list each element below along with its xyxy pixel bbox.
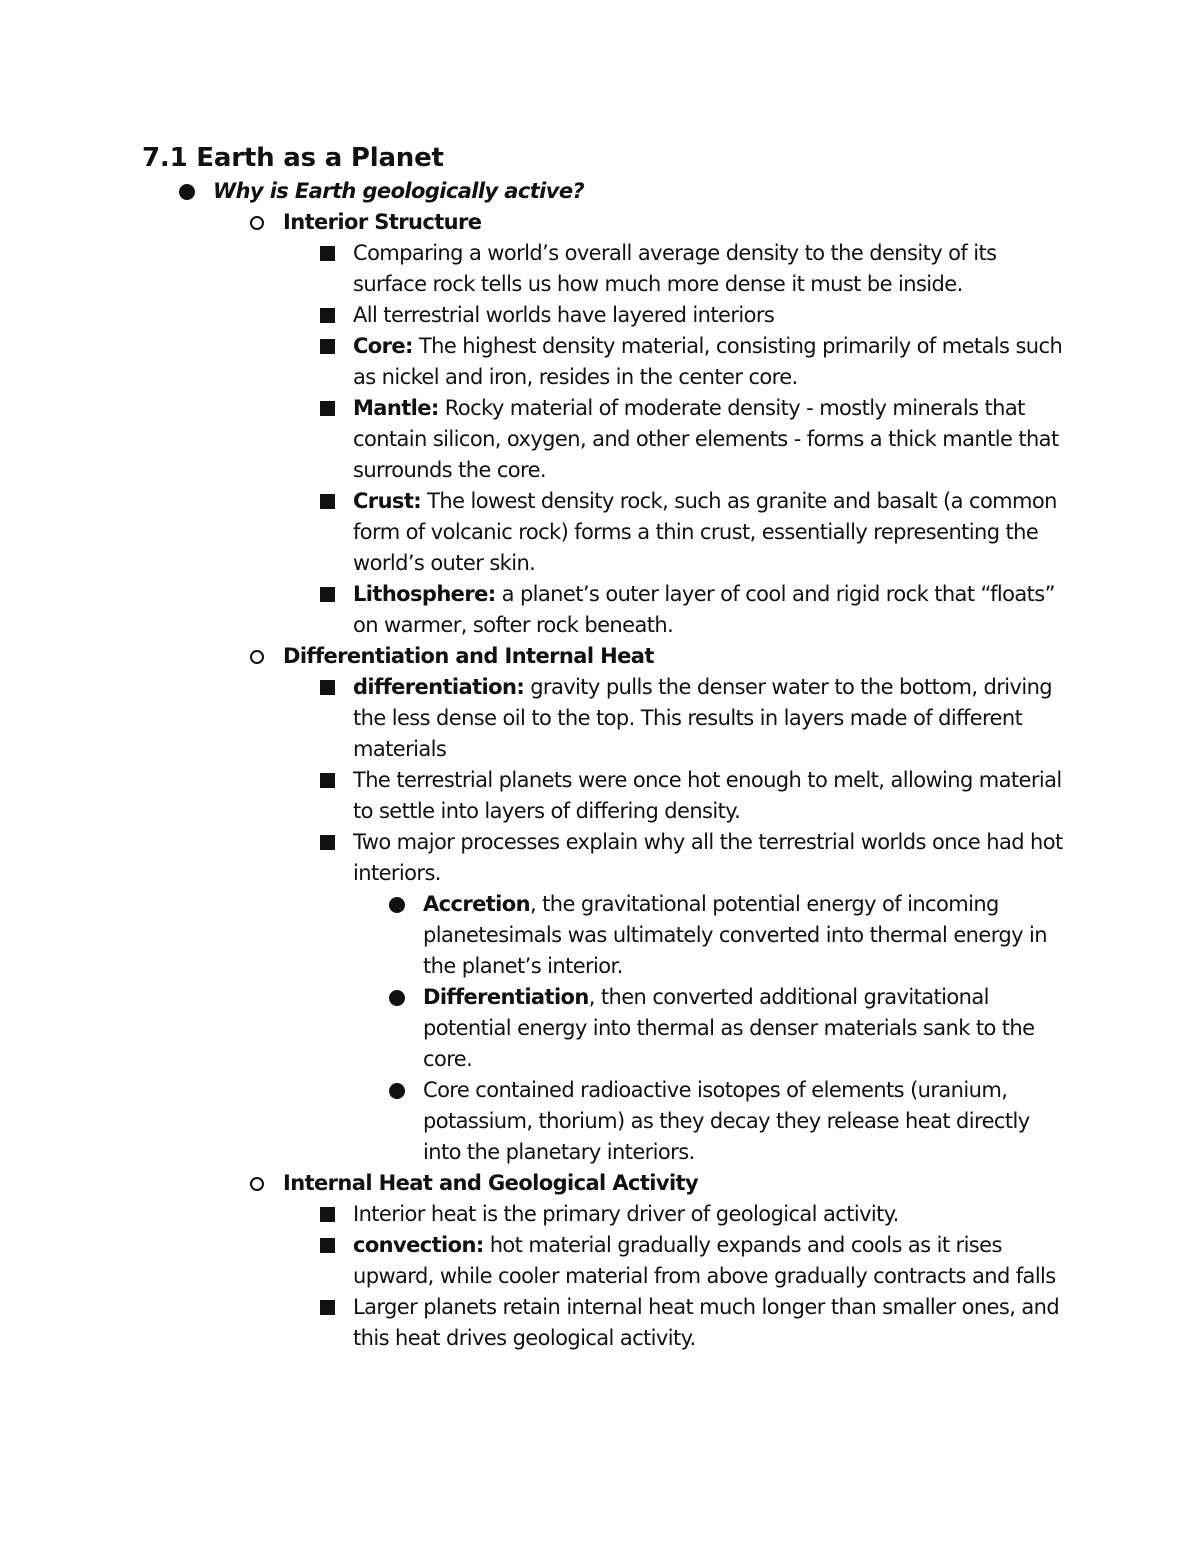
list-item-differentiation — [0, 672, 1073, 765]
list-item — [0, 238, 1073, 300]
item-term: Lithosphere: — [353, 582, 496, 606]
item-term: convection: — [353, 1233, 484, 1257]
sub-list-item-radioactive — [0, 1075, 1073, 1168]
section-heading-interior-structure — [0, 207, 1073, 238]
square-bullet-icon — [317, 1292, 337, 1323]
item-text: Interior heat is the primary driver of geological activity. — [353, 1202, 899, 1226]
section-heading-differentiation — [0, 641, 1073, 672]
sub-list-item-accretion — [0, 889, 1073, 982]
square-bullet-icon — [317, 827, 337, 858]
item-term: Mantle: — [353, 396, 439, 420]
square-bullet-icon — [317, 1230, 337, 1261]
list-item — [0, 300, 1073, 331]
square-bullet-icon — [317, 331, 337, 362]
item-text: gravity pulls the denser water to the bottom, driving the less dense oil to the top. This results in layers made of different materials — [353, 675, 1053, 761]
square-bullet-icon — [317, 579, 337, 610]
item-text: Rocky material of moderate density - mostly minerals that contain silicon, oxygen, and other elements - forms a thick mantle that surrounds the core. — [353, 396, 1059, 482]
section-heading-text: Internal Heat and Geological Activity — [283, 1171, 699, 1195]
section-heading-text: Interior Structure — [283, 210, 482, 234]
item-text: , then converted additional gravitational potential energy into thermal as denser materials sank to the core. — [423, 985, 1035, 1071]
item-term: Crust: — [353, 489, 422, 513]
item-text: , the gravitational potential energy of incoming planetesimals was ultimately converted into thermal energy in the planet’s interior. — [423, 892, 1047, 978]
item-text: Comparing a world’s overall average density to the density of its surface rock tells us how much more dense it must be inside. — [353, 241, 997, 296]
list-item-core — [0, 331, 1073, 393]
item-term: Differentiation — [423, 985, 589, 1009]
square-bullet-icon — [317, 672, 337, 703]
square-bullet-icon — [317, 486, 337, 517]
hollow-circle-bullet-icon — [247, 207, 267, 238]
page-title: 7.1 Earth as a Planet — [142, 143, 444, 173]
sub-list-item-differentiation — [0, 982, 1073, 1075]
list-item-convection — [0, 1230, 1073, 1292]
filled-circle-bullet-icon — [387, 982, 407, 1013]
list-item — [0, 765, 1073, 827]
filled-circle-bullet-icon — [177, 176, 197, 207]
item-term: differentiation: — [353, 675, 525, 699]
item-text: a planet’s outer layer of cool and rigid rock that “floats” on warmer, softer rock beneath. — [353, 582, 1055, 637]
square-bullet-icon — [317, 393, 337, 424]
list-item — [0, 1292, 1073, 1354]
item-text: The highest density material, consisting primarily of metals such as nickel and iron, resides in the center core. — [353, 334, 1063, 389]
item-term: Accretion — [423, 892, 530, 916]
square-bullet-icon — [317, 1199, 337, 1230]
list-item — [0, 827, 1073, 889]
section-heading-text: Differentiation and Internal Heat — [283, 644, 654, 668]
list-item-crust — [0, 486, 1073, 579]
list-item-mantle — [0, 393, 1073, 486]
item-text: The terrestrial planets were once hot enough to melt, allowing material to settle into layers of differing density. — [353, 768, 1062, 823]
item-text: The lowest density rock, such as granite and basalt (a common form of volcanic rock) forms a thin crust, essentially representing the world’s outer skin. — [353, 489, 1057, 575]
item-text: Two major processes explain why all the terrestrial worlds once had hot interiors. — [353, 830, 1063, 885]
outline-list — [0, 176, 1200, 1354]
question-text: Why is Earth geologically active? — [213, 179, 585, 203]
item-text: Larger planets retain internal heat much longer than smaller ones, and this heat drives geological activity. — [353, 1295, 1060, 1350]
item-text: hot material gradually expands and cools as it rises upward, while cooler material from above gradually contracts and falls — [353, 1233, 1056, 1288]
filled-circle-bullet-icon — [387, 889, 407, 920]
item-text: All terrestrial worlds have layered interiors — [353, 303, 775, 327]
list-item-lithosphere — [0, 579, 1073, 641]
item-term: Core: — [353, 334, 413, 358]
item-text: Core contained radioactive isotopes of elements (uranium, potassium, thorium) as they decay they release heat directly into the planetary interiors. — [423, 1078, 1030, 1164]
hollow-circle-bullet-icon — [247, 1168, 267, 1199]
square-bullet-icon — [317, 765, 337, 796]
hollow-circle-bullet-icon — [247, 641, 267, 672]
list-item — [0, 1199, 1073, 1230]
filled-circle-bullet-icon — [387, 1075, 407, 1106]
square-bullet-icon — [317, 300, 337, 331]
question-item — [0, 176, 1073, 207]
section-heading-geological-activity — [0, 1168, 1073, 1199]
square-bullet-icon — [317, 238, 337, 269]
